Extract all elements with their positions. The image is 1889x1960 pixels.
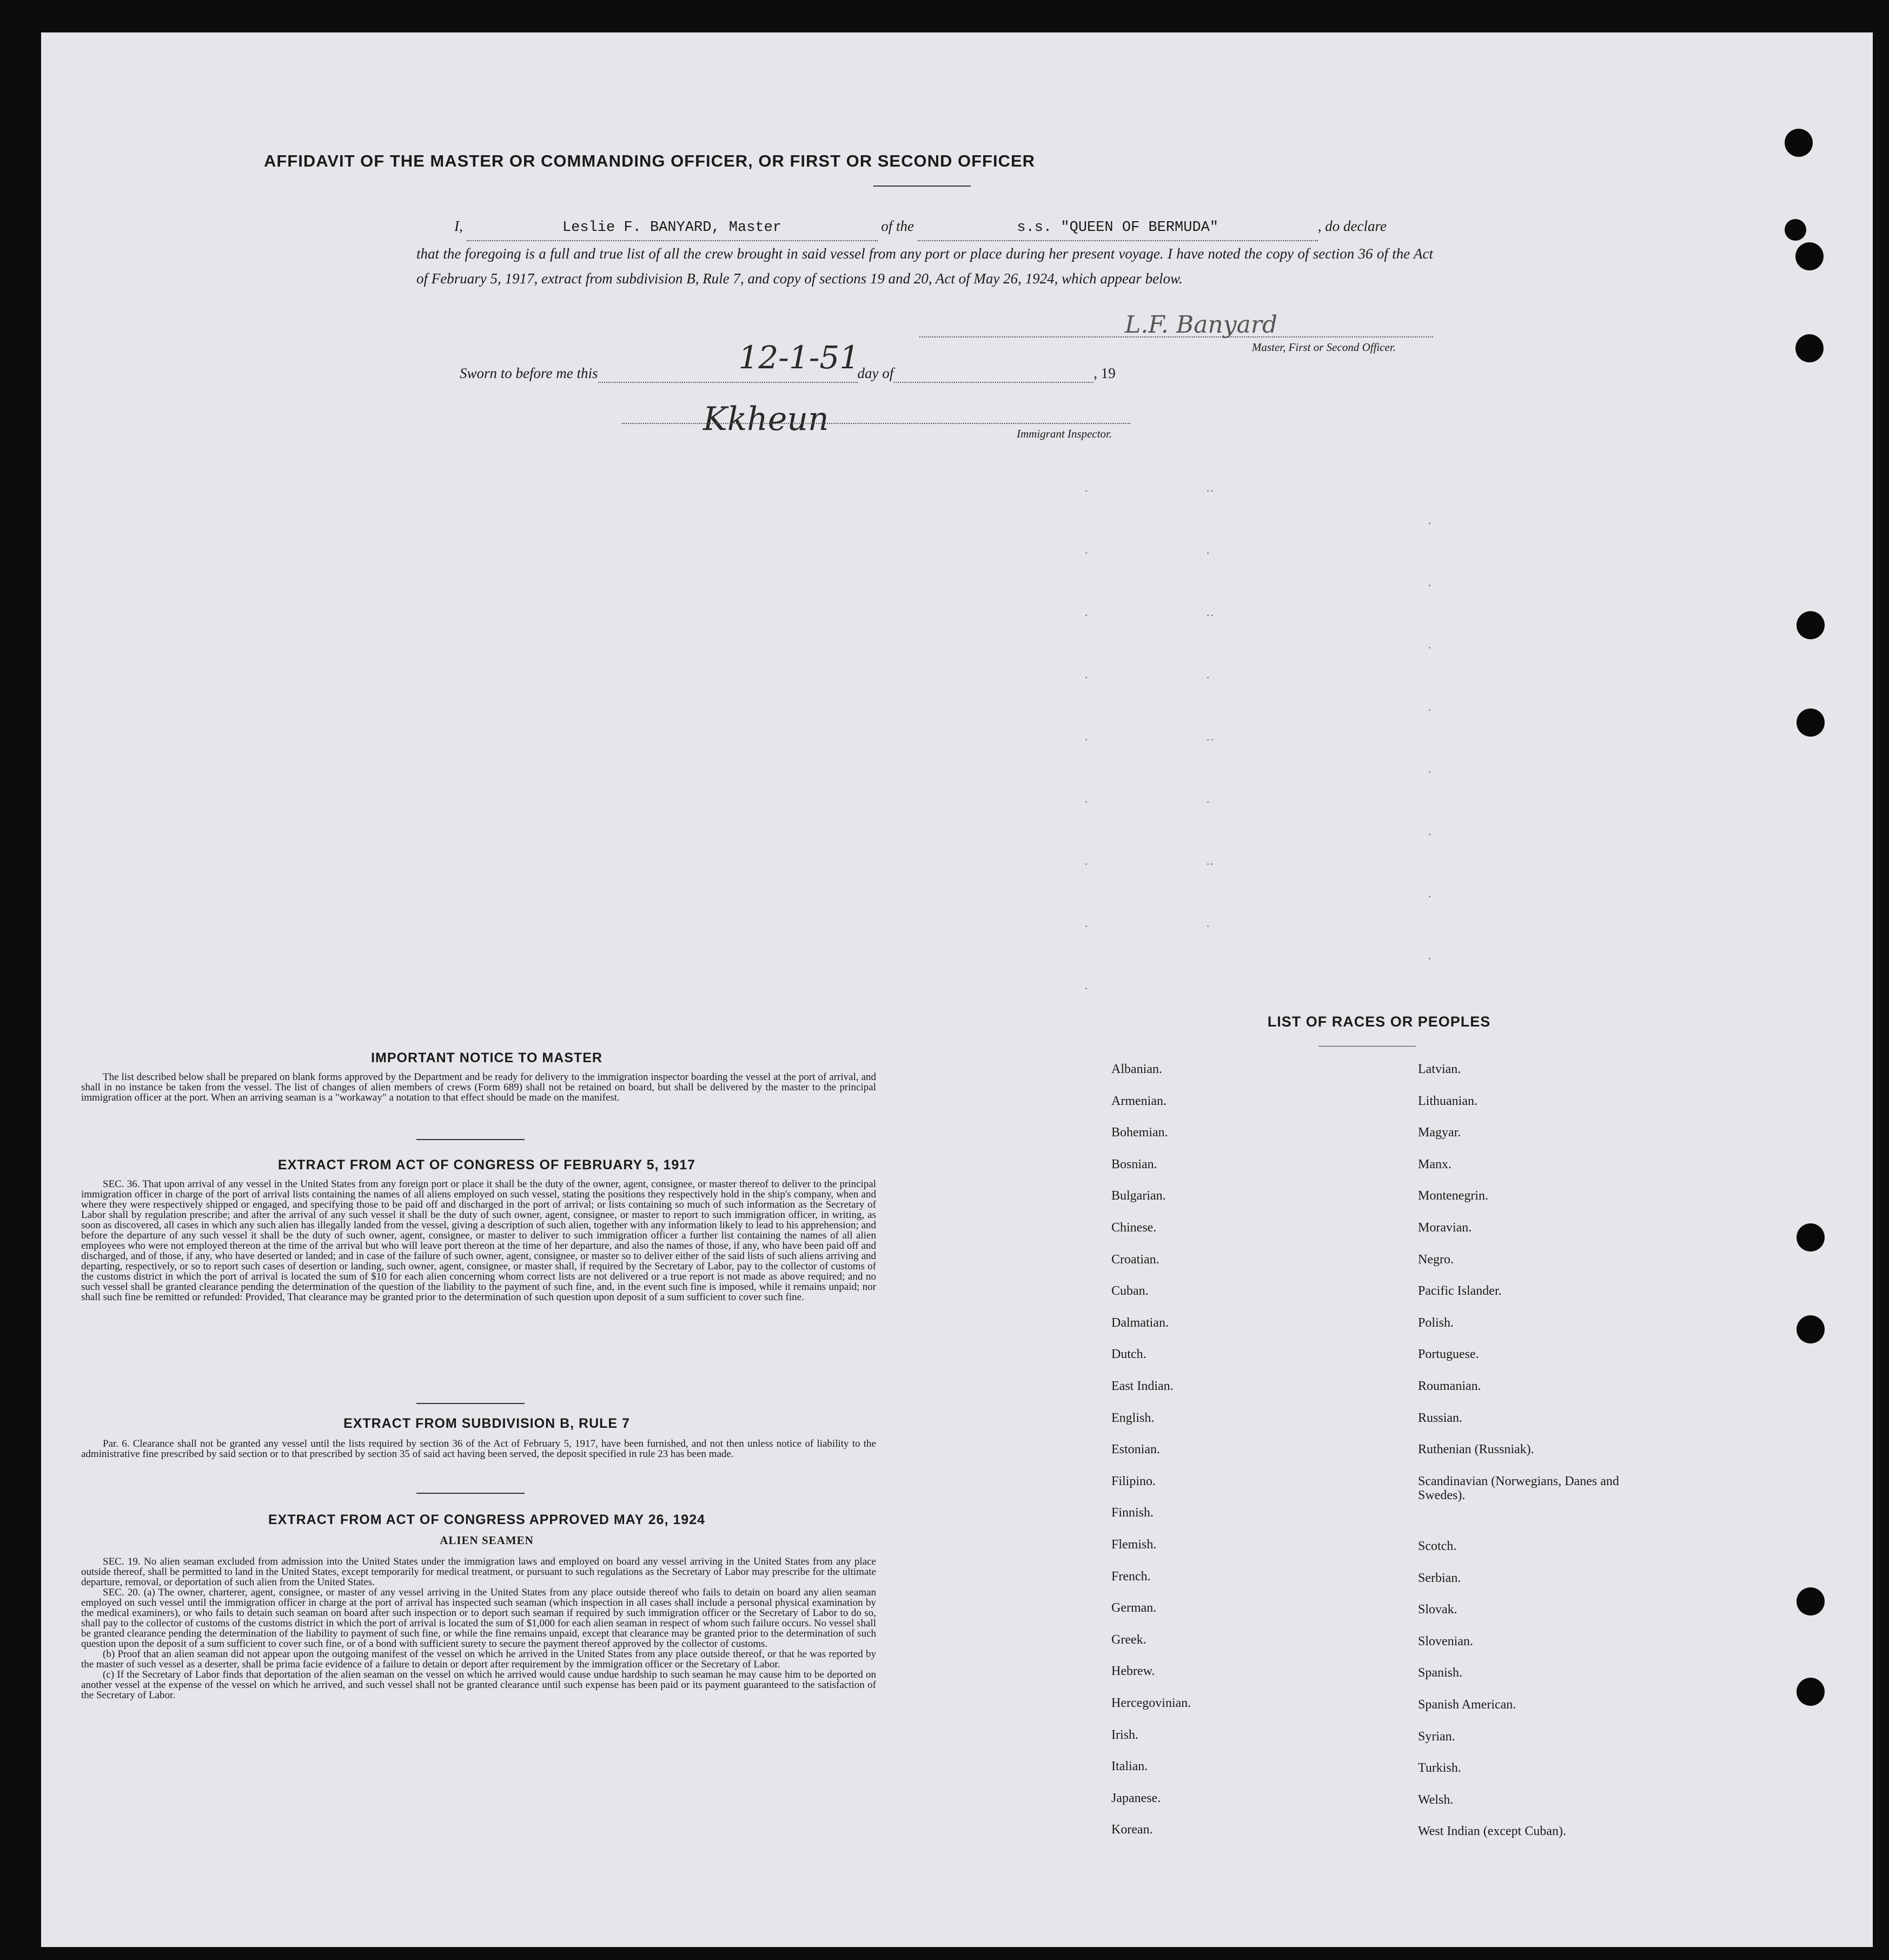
extract-1924-body [81,1557,876,1700]
separator [416,1493,525,1494]
race-item: Irish. [1111,1727,1138,1742]
punch-hole [1797,1315,1825,1343]
punch-hole [1797,1223,1825,1252]
sworn-day-field [598,339,860,383]
faint-dots-col: · · · · · · · · [1428,517,1432,965]
race-item: Lithuanian. [1418,1094,1477,1108]
signature-caption: Master, First or Second Officer. [1252,341,1396,354]
race-item: Pacific Islander. [1418,1284,1502,1299]
rule7-text: Par. 6. Clearance shall not be granted any vessel until the lists required by section 36 of the Act of February 5, 1917, have been furnished, and not then unless notice of liability to the administrative fine prescribed by said section or to that prescribed by section 35 of said act having been served, the deposit specified in rule 23 has been made. [81,1438,876,1460]
race-item: Greek. [1111,1632,1146,1647]
race-item: Polish. [1418,1315,1454,1330]
do-declare-label: , do declare [1317,218,1387,234]
extract-1917-title: EXTRACT FROM ACT OF CONGRESS OF FEBRUARY 5, 1917 [277,1157,696,1173]
race-item: Serbian. [1418,1571,1461,1585]
race-item: Armenian. [1111,1094,1166,1108]
vessel-name-field: s.s. "QUEEN OF BERMUDA" [918,215,1318,241]
race-item: Roumanian. [1418,1379,1481,1393]
inspector-caption: Immigrant Inspector. [1017,427,1112,440]
race-item: Italian. [1111,1759,1148,1774]
race-item: West Indian (except Cuban). [1418,1824,1566,1839]
sec20b-text: (b) Proof that an alien seaman did not appear upon the outgoing manifest of the vessel on which he arrived in the United States from any place outside thereof, or that he was reported by the master of such vessel as a deserter, shall be prima facie evidence of a failure to detain or deport after requirement by the immigration officer or the Secretary of Labor. [81,1648,876,1670]
race-item: East Indian. [1111,1379,1174,1393]
race-item: Negro. [1418,1252,1454,1267]
punch-hole [1785,219,1806,241]
race-item: Cuban. [1111,1284,1149,1299]
declaration-text: that the foregoing is a full and true list of all the crew brought in said vessel from any port or place during her present voyage. I have noted the copy of section 36 of the Act of February 5, 1917, extract from subdivision B, Rule 7, and copy of sections 19 and 20, Act of May 26, 1924, which appear below. [416,246,1433,287]
faint-dots-col: ·· · ·· · ·· · ·· · [1206,484,1214,933]
punch-hole [1795,242,1824,270]
sworn-month-field [893,365,1093,383]
race-item: Hebrew. [1111,1664,1155,1679]
punch-hole [1797,611,1825,639]
extract-1917-text: SEC. 36. That upon arrival of any vessel in the United States from any foreign port or place it shall be the duty of the owner, agent, consignee, or master thereof to deliver to the principal immigration officer in charge of the port of arrival lists containing the names of all aliens employed on such vessel, stating the positions they respectively hold in the ship's company, when and where they were respectively shipped or engaged, and specifying those to be paid off and discharged in the port of arrival; or lists containing so much of such information as the Secretary of Labor shall by regulation prescribe; and after the arrival of any such vessel it shall be the duty of such owner, agent, consignee, or master to report to such immigration officer, in writing, as soon as discovered, all cases in which any such alien has illegally landed from the vessel, giving a description of such alien, together with any information likely to lead to his apprehension; and before the departure of any such vessel it shall be the duty of such owner, agent, consignee, or master to deliver to such immigration officer a further list containing the names of all alien employees who were not employed thereon at the time of the arrival but who will leave port thereon at the time of her departure, and also the names of those, if any, who have been paid off and discharged, and of those, if any, who have deserted or landed; and in case of the failure of such owner, agent, consignee, or master so to deliver either of the said lists of such aliens arriving and departing, respectively, or so to report such cases of desertion or landing, such owner, agent, consignee, or master shall, if required by the Secretary of Labor, pay to the collector of customs of the customs district in which the port of arrival is located the sum of $10 for each alien concerning whom correct lists are not delivered or a true report is not made as above required; and no such vessel shall be granted clearance pending the determination of the question of the liability to the payment of such fine, and, in the event such fine is imposed, while it remains unpaid; nor shall such fine be remitted or refunded: Provided, That clearance may be granted prior to the determination of such question upon deposit of a sum sufficient to cover such fine. [81,1178,876,1303]
race-item: German. [1111,1601,1157,1615]
race-item: Scotch. [1418,1539,1457,1553]
notice-title: IMPORTANT NOTICE TO MASTER [371,1050,602,1065]
race-item: Syrian. [1418,1729,1455,1744]
notice-text: The list described below shall be prepared on blank forms approved by the Department and be ready for delivery to the immigration inspector boarding the vessel at the port of arrival, and shall in no instance be taken from the vessel. The list of changes of alien members of crews (Form 689) shall not be retained on board, but shall be delivered by the master to the principal immigration officer at the port. When an arriving seaman is a "workaway" a notation to that effect should be made on the manifest. [81,1071,876,1103]
race-item: Flemish. [1111,1538,1157,1552]
race-item: Finnish. [1111,1506,1154,1520]
punch-hole [1797,708,1825,737]
extract-1924-title: EXTRACT FROM ACT OF CONGRESS APPROVED MAY 26, 1924 [268,1512,706,1527]
day-of-label: day of [857,365,894,381]
race-item: Spanish American. [1418,1697,1516,1712]
punch-hole [1785,129,1813,157]
race-item: Bosnian. [1111,1157,1157,1171]
rule7-title: EXTRACT FROM SUBDIVISION B, RULE 7 [343,1416,630,1431]
alien-seamen-subtitle: ALIEN SEAMEN [440,1534,534,1547]
declaration-line [416,214,1433,241]
race-item: Magyar. [1418,1125,1461,1140]
race-item: French. [1111,1569,1151,1584]
race-item: Dutch. [1111,1347,1146,1362]
race-item: Chinese. [1111,1221,1157,1235]
title-rule [873,186,971,187]
master-signature: L.F. Banyard [1125,311,1278,339]
race-item: Russian. [1418,1411,1463,1425]
race-item: Scandinavian (Norwegians, Danes and Swedes). [1418,1474,1619,1502]
race-item: Turkish. [1418,1761,1461,1776]
race-item: Slovenian. [1418,1634,1473,1648]
race-item: Spanish. [1418,1666,1463,1680]
race-item: Slovak. [1418,1603,1457,1617]
sworn-line [460,339,1116,383]
race-item: Latvian. [1418,1062,1461,1076]
race-item: Estonian. [1111,1442,1160,1457]
races-rule [1318,1046,1416,1047]
race-item: Portuguese. [1418,1347,1479,1362]
race-item: Croatian. [1111,1252,1159,1267]
race-item: Montenegrin. [1418,1189,1488,1203]
race-item: Dalmatian. [1111,1315,1169,1330]
race-item: Bohemian. [1111,1125,1168,1140]
affidavit-title: AFFIDAVIT OF THE MASTER OR COMMANDING OFFICER, OR FIRST OR SECOND OFFICER [263,151,1036,170]
race-item: Welsh. [1418,1792,1454,1807]
faint-dots-col: · · · · · · · · · [1084,484,1089,995]
inspector-signature: Kkheun [703,400,829,438]
signature-line [919,336,1433,337]
i-label: I, [454,218,463,234]
race-item: Albanian. [1111,1062,1162,1076]
separator [416,1403,525,1404]
race-item: English. [1111,1411,1155,1425]
sworn-label: Sworn to before me this [460,365,598,381]
race-item: Hercegovinian. [1111,1696,1191,1710]
sec19-text: SEC. 19. No alien seaman excluded from admission into the United States under the immigration laws and employed on board any vessel arriving in the United States from any place outside thereof, shall be permitted to land in the United States, except temporarily for medical treatment, or pursuant to such regulations as the Secretary of Labor may prescribe for the ultimate departure, removal, or deportation of such alien from the United States. [81,1556,876,1588]
sec20a-text: SEC. 20. (a) The owner, charterer, agent, consignee, or master of any vessel arriving in the United States from any place outside thereof who fails to detain on board any alien seaman employed on such vessel until the immigration officer in charge at the port of arrival has inspected such seaman (which inspection in all cases shall include a personal physical examination by the medical examiners), or who fails to detain such seaman on board after such inspection or to deport such seaman if required by such immigration officer or the Secretary of Labor to do so, shall pay to the collector of customs of the customs district in which the port of arrival is located the sum of $1,000 for each alien seaman in respect of whom such failure occurs. No vessel shall be granted clearance pending the determination of the liability to payment of such fine, or while the fine remains unpaid, except that clearance may be granted prior to the determination of such question upon the deposit of a sum sufficient to cover such fine, or of a bond with sufficient surety to secure the payment thereof approved by the collector of customs. [81,1587,876,1650]
separator [416,1139,525,1140]
race-item: Manx. [1418,1157,1451,1171]
race-item: Filipino. [1111,1474,1156,1488]
sec20c-text: (c) If the Secretary of Labor finds that deportation of the alien seaman on the vessel on which he arrived would cause undue hardship to such seaman he may cause him to be deported on another vessel at the expense of the vessel on which he arrived, and such vessel shall not be granted clearance until such expense has been paid or its payment guaranteed to the satisfaction of the Secretary of Labor. [81,1669,876,1701]
of-the-label: of the [881,218,914,234]
master-name-field: Leslie F. BANYARD, Master [467,215,878,241]
race-item: Bulgarian. [1111,1189,1166,1203]
race-item: Moravian. [1418,1221,1472,1235]
sworn-date: 12-1-51 [738,339,860,376]
races-title: LIST OF RACES OR PEOPLES [1267,1014,1491,1030]
year-prefix: , 19 [1093,365,1116,381]
inspector-line [622,423,1130,424]
punch-hole [1795,334,1824,362]
affidavit-body [416,214,1433,291]
race-item: Ruthenian (Russniak). [1418,1442,1534,1457]
race-item: Korean. [1111,1823,1153,1837]
race-item: Japanese. [1111,1791,1161,1805]
punch-hole [1797,1678,1825,1706]
punch-hole [1797,1587,1825,1615]
